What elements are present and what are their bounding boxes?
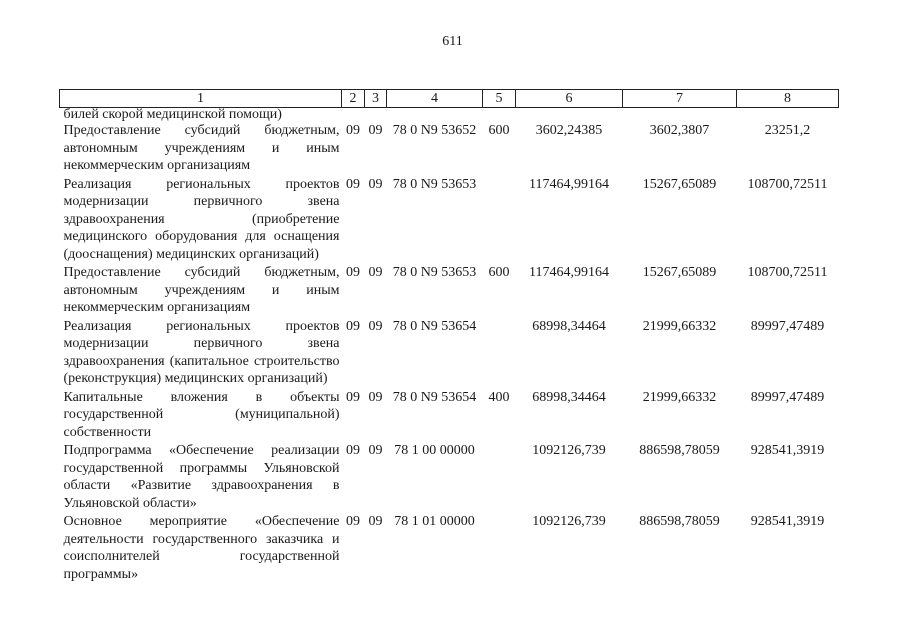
row-value-col8: 108700,72511	[747, 265, 828, 280]
row-name: Предоставление субсидий бюджетным, автономным учреждениям и иным некоммерческим организациям	[63, 123, 340, 173]
row-name: Реализация региональных проектов модернизации первичного звена здравоохранения (приобретение медицинского оборудования для оснащения (дооснащения) медицинских организаций)	[63, 176, 340, 262]
row-value-col8: 23251,2	[764, 123, 811, 138]
row-name: Реализация региональных проектов модернизации первичного звена здравоохранения (капитальное строительство (реконструкция) медицинских организаций)	[63, 318, 340, 386]
row-target-code: 78 0 N9 53652	[392, 123, 477, 138]
row-value-col7: 886598,78059	[639, 514, 720, 529]
budget-table	[59, 89, 839, 584]
row-expense-type	[483, 108, 516, 123]
row-subsection: 09	[368, 318, 383, 334]
row-name: Подпрограмма «Обеспечение реализации государственной программы Ульяновской области «Развитие здравоохранения в Ульяновской области»	[63, 443, 340, 511]
row-value-col7	[623, 108, 737, 123]
row-subsection: 09	[368, 389, 383, 405]
row-section: 09	[346, 265, 360, 280]
row-expense-type	[483, 442, 516, 513]
row-value-col8: 108700,72511	[747, 176, 828, 192]
row-section: 09	[346, 514, 360, 529]
header-col-8: 8	[737, 90, 839, 108]
row-value-col7: 21999,66332	[642, 389, 717, 405]
row-section: 09	[346, 318, 360, 334]
row-expense-type	[483, 513, 516, 584]
row-value-col7: 15267,65089	[642, 265, 717, 280]
row-value-col7: 3602,3807	[649, 123, 710, 138]
row-value-col7: 21999,66332	[642, 318, 717, 334]
row-subsection: 09	[368, 514, 383, 529]
table-row	[60, 513, 839, 584]
row-value-col8	[737, 108, 839, 123]
row-subsection	[365, 108, 387, 123]
row-value-col7: 886598,78059	[639, 443, 720, 458]
row-target-code: 78 0 N9 53653	[392, 176, 477, 192]
header-col-7: 7	[623, 90, 737, 108]
row-value-col8: 928541,3919	[750, 443, 825, 458]
table-row	[60, 264, 839, 318]
row-name: Капитальные вложения в объекты государственной (муниципальной) собственности	[63, 389, 340, 440]
row-section: 09	[346, 389, 360, 405]
row-expense-type	[483, 318, 516, 389]
row-expense-type: 400	[488, 389, 510, 405]
row-target-code: 78 1 00 00000	[394, 443, 475, 458]
table-row	[60, 108, 839, 123]
row-target-code: 78 0 N9 53654	[392, 318, 477, 334]
row-target-code: 78 1 01 00000	[394, 514, 475, 529]
row-name: Предоставление субсидий бюджетным, автономным учреждениям и иным некоммерческим организациям	[63, 265, 340, 315]
row-name: Основное мероприятие «Обеспечение деятельности государственного заказчика и соисполнителей государственной программы»	[63, 514, 340, 582]
header-col-6: 6	[516, 90, 623, 108]
row-value-col8: 928541,3919	[750, 514, 825, 529]
row-target-code	[387, 108, 483, 123]
header-col-5: 5	[483, 90, 516, 108]
row-value-col6: 117464,99164	[529, 176, 609, 192]
row-section	[342, 108, 365, 123]
header-row	[60, 90, 839, 108]
row-value-col6: 68998,34464	[532, 318, 606, 334]
row-value-col6: 1092126,739	[532, 443, 606, 458]
row-value-col7: 15267,65089	[642, 176, 717, 192]
header-col-2: 2	[342, 90, 365, 108]
row-value-col8: 89997,47489	[750, 318, 825, 334]
row-name: билей скорой медицинской помощи)	[63, 107, 282, 122]
row-target-code: 78 0 N9 53654	[392, 389, 477, 405]
table-row	[60, 442, 839, 513]
header-col-3: 3	[365, 90, 387, 108]
row-value-col6: 117464,99164	[529, 265, 609, 280]
row-expense-type	[483, 176, 516, 265]
row-value-col6: 1092126,739	[532, 514, 606, 529]
table-row	[60, 176, 839, 265]
row-expense-type: 600	[488, 123, 510, 138]
row-value-col8: 89997,47489	[750, 389, 825, 405]
row-section: 09	[346, 123, 360, 138]
header-col-4: 4	[387, 90, 483, 108]
row-value-col6	[516, 108, 623, 123]
row-value-col6: 68998,34464	[532, 389, 606, 405]
row-expense-type: 600	[488, 265, 510, 280]
row-section: 09	[346, 176, 360, 192]
row-subsection: 09	[368, 176, 383, 192]
table-row	[60, 122, 839, 176]
row-subsection: 09	[368, 443, 383, 458]
row-target-code: 78 0 N9 53653	[392, 265, 477, 280]
row-subsection: 09	[368, 123, 383, 138]
row-subsection: 09	[368, 265, 383, 280]
table-row	[60, 389, 839, 443]
header-col-1: 1	[60, 90, 342, 108]
page-number: 611	[442, 34, 463, 49]
row-section: 09	[346, 443, 360, 458]
table-row	[60, 318, 839, 389]
row-value-col6: 3602,24385	[535, 123, 603, 138]
